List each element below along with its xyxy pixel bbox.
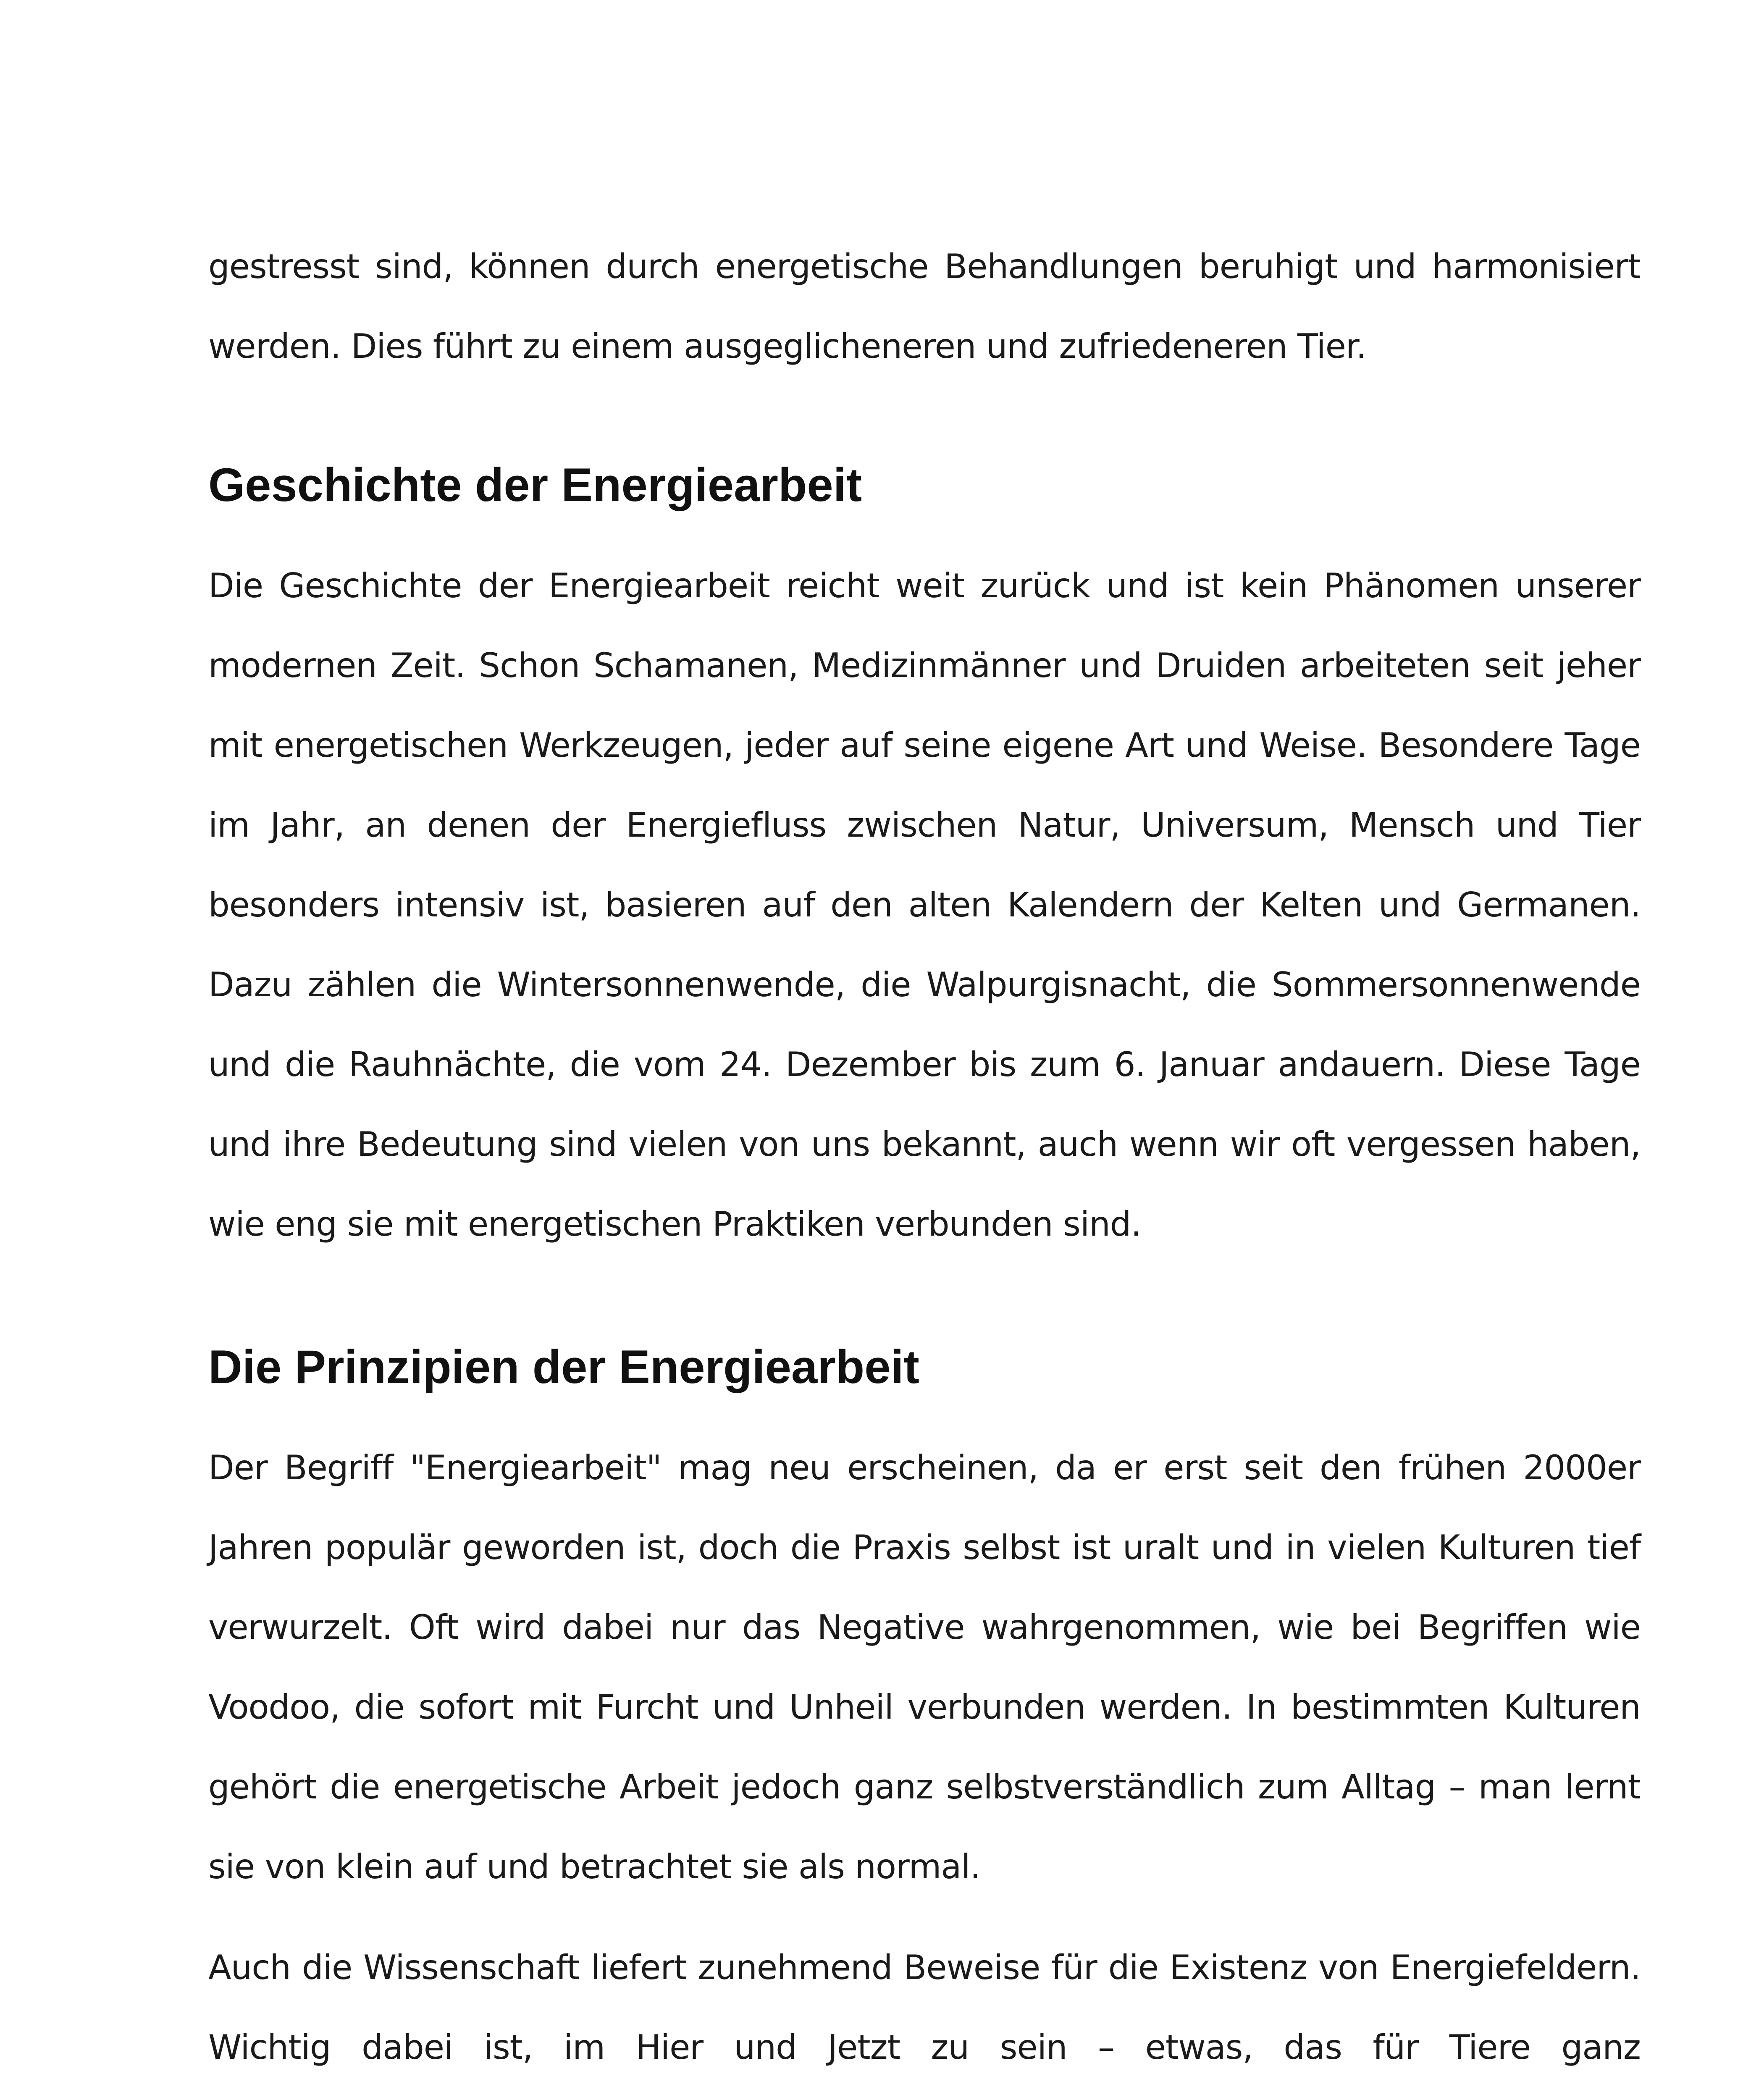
page-body (208, 227, 1641, 2100)
section-paragraph-geschichte: Die Geschichte der Energiearbeit reicht weit zurück und ist kein Phänomen unserer modernen Zeit. Schon Schamanen, Medizinmänner und Druiden arbeiteten seit jeher mit energetischen Werkzeugen, jeder auf seine eigene Art und Weise. Besondere Tage im Jahr, an denen der Energiefluss zwischen Natur, Universum, Mensch und Tier besonders intensiv ist, basieren auf den alten Kalendern der Kelten und Germanen. Dazu zählen die Wintersonnenwende, die Walpurgisnacht, die Sommersonnenwende und die Rauhnächte, die vom 24. Dezember bis zum 6. Januar andauern. Diese Tage und ihre Bedeutung sind vielen von uns bekannt, auch wenn wir oft vergessen haben, wie eng sie mit energetischen Praktiken verbunden sind. (208, 566, 1641, 1244)
section-heading-prinzipien: Die Prinzipien der Energiearbeit (208, 1341, 919, 1393)
section-paragraph-prinzipien-1: Der Begriff "Energiearbeit" mag neu erscheinen, da er erst seit den frühen 2000er Jahren populär geworden ist, doch die Praxis selbst ist uralt und in vielen Kulturen tief verwurzelt. Oft wird dabei nur das Negative wahrgenommen, wie bei Begriffen wie Voodoo, die sofort mit Furcht und Unheil verbunden werden. In bestimmten Kulturen gehört die energetische Arbeit jedoch ganz selbstverständlich zum Alltag – man lernt sie von klein auf und betrachtet sie als normal. (208, 1448, 1641, 1886)
intro-paragraph: gestresst sind, können durch energetische Behandlungen beruhigt und harmonisiert werden. Dies führt zu einem ausgeglicheneren und zufriedeneren Tier. (208, 247, 1641, 366)
section-heading-geschichte: Geschichte der Energiearbeit (208, 459, 862, 511)
section-paragraph-prinzipien-2: Auch die Wissenschaft liefert zunehmend Beweise für die Existenz von Energiefeldern. Wichtig dabei ist, im Hier und Jetzt zu sein – etwas, das für Tiere ganz (208, 1948, 1641, 2067)
